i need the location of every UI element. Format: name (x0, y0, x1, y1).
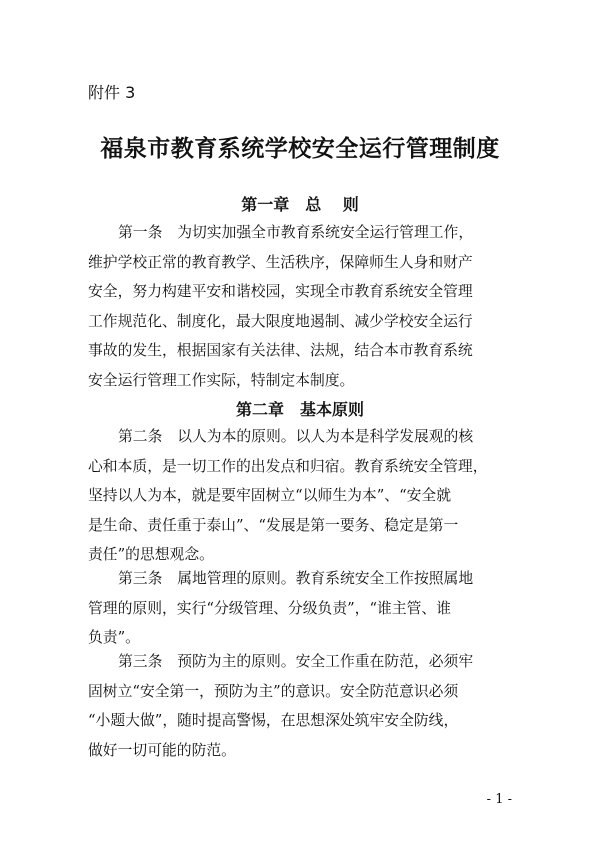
paragraph-line: 做好一切可能的防范。 (88, 741, 236, 759)
article-2-paragraph (88, 422, 513, 570)
paragraph-line: 负责”。 (88, 629, 140, 646)
paragraph-line: 第二条 以人为本的原则。以人为本是科学发展观的核 (118, 428, 474, 445)
paragraph-line: 维护学校正常的教育教学、生活秩序，保障师生人身和财产 (88, 253, 473, 271)
paragraph-line: “小题大做”，随时提高警惕，在思想深处筑牢安全防线， (88, 712, 459, 729)
paragraph-line: 第一条 为切实加强全市教育系统安全运行管理工作， (118, 224, 474, 241)
paragraph-line: 安全运行管理工作实际，特制定本制度。 (88, 371, 355, 389)
paragraph-line: 是生命、责任重于泰山”、“发展是第一要务、稳定是第一 (88, 516, 459, 534)
paragraph-line: 安全，努力构建平安和谐校园，实现全市教育系统安全管理 (88, 283, 473, 300)
document-title: 福泉市教育系统学校安全运行管理制度 (100, 136, 500, 162)
chapter-2-heading: 第二章 基本原则 (235, 400, 364, 419)
paragraph-line: 第三条 属地管理的原则。教育系统安全工作按照属地 (118, 570, 474, 587)
paragraph-line: 事故的发生，根据国家有关法律、法规，结合本市教育系统 (88, 342, 473, 359)
paragraph-line: 工作规范化、制度化，最大限度地遏制、减少学校安全运行 (88, 312, 473, 330)
attachment-label: 附件 3 (88, 83, 136, 102)
paragraph-line: 心和本质，是一切工作的出发点和归宿。教育系统安全管理， (88, 457, 488, 475)
chapter-1-heading: 第一章 总 则 (241, 195, 359, 214)
paragraph-line: 坚持以人为本，就是要牢固树立“以师生为本”、“安全就 (88, 487, 452, 504)
article-1-paragraph (88, 218, 513, 395)
paragraph-line: 管理的原则，实行“分级管理、分级负责”，“谁主管、谁 (88, 599, 452, 617)
paragraph-line: 第三条 预防为主的原则。安全工作重在防范，必须牢 (118, 653, 474, 670)
article-3-prevention-paragraph (88, 647, 513, 765)
paragraph-line: 固树立“安全第一，预防为主”的意识。安全防范意识必须 (88, 682, 459, 700)
page-number: - 1 - (486, 792, 512, 807)
article-3-territorial-paragraph (88, 564, 513, 653)
paragraph-line: 责任”的思想观念。 (88, 546, 214, 563)
